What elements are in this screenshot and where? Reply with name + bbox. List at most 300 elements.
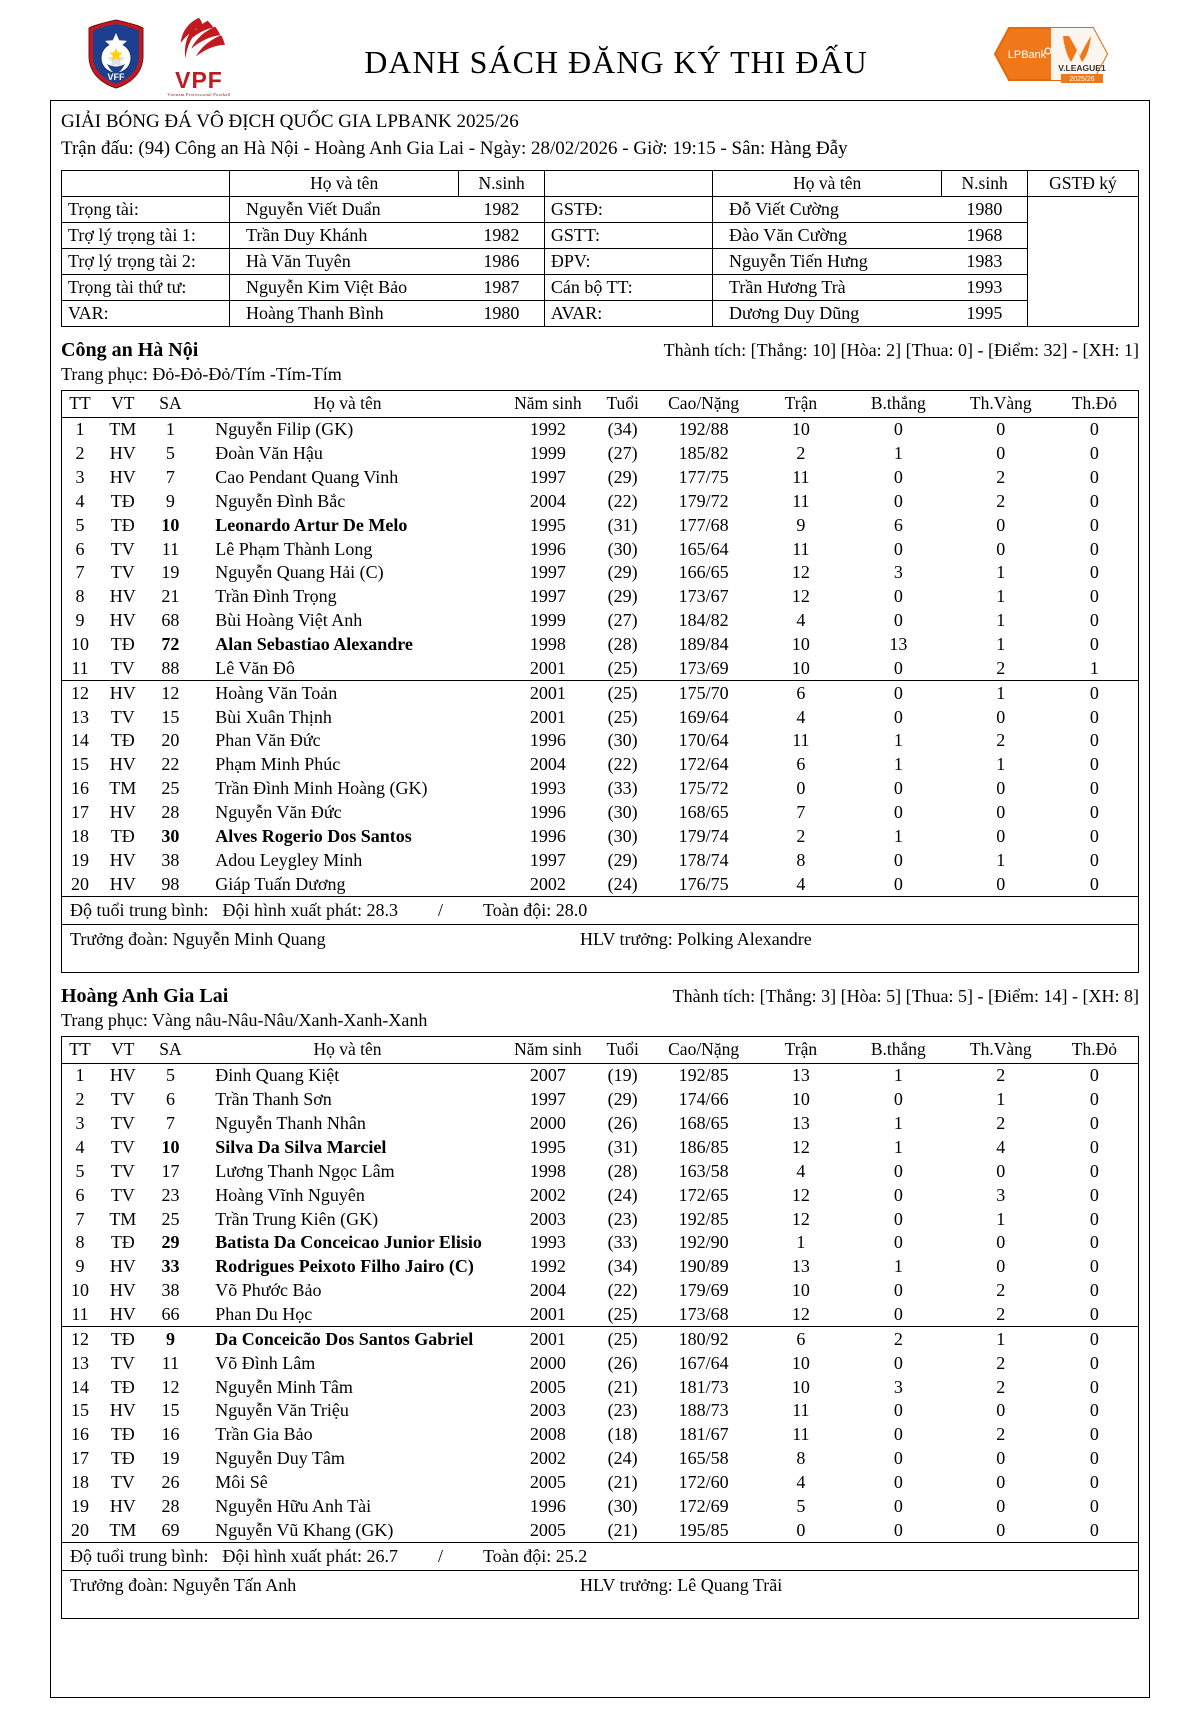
cell-goals: 1 [893,730,903,751]
cell-height-weight: 180/92 [651,1327,756,1351]
cell-year-of-birth: 1993 [529,778,566,799]
cell-apps: 0 [796,778,806,799]
vleague-lpbank-logo [987,18,1115,90]
cell-year-of-birth: 2005 [529,1376,566,1397]
official-role-right: GSTT: [544,222,712,248]
federation-logos [85,16,245,97]
cell-apps: 10 [791,633,810,654]
cell-player-name: Đoàn Văn Hậu [215,443,323,464]
cell-age: (33) [607,1232,638,1253]
cell-red-cards: 0 [1089,825,1099,846]
cell-player-name: Rodrigues Peixoto Filho Jairo (C) [215,1256,474,1277]
cell-year-of-birth: 1999 [529,610,566,631]
cell-yellow-cards: 0 [996,1472,1006,1493]
cell-age: (30) [607,730,638,751]
col-header-yellow-cards: Th.Vàng [951,1036,1051,1063]
cell-apps: 6 [756,1327,846,1351]
cell-age: (22) [607,754,638,775]
cell-apps: 9 [796,514,806,535]
cell-age: (29) [607,1089,638,1110]
cell-apps: 8 [796,849,806,870]
official-name-right: Đào Văn Cường [713,222,942,248]
cell-yellow-cards: 2 [996,1424,1006,1445]
table-row [62,1494,1139,1518]
roster-body [62,1063,1139,1542]
cell-apps: 12 [791,586,810,607]
cell-shirt-number: 12 [161,1376,180,1397]
cell-red-cards: 0 [1089,538,1099,559]
cell-height-weight: 174/66 [678,1089,729,1110]
col-header-goals: B.thắng [846,1036,951,1063]
cell-height-weight: 173/67 [678,586,729,607]
cell-position: TV [110,1184,135,1205]
cell-position: TM [109,1208,137,1229]
cell-player-name: Da Conceicão Dos Santos Gabriel [193,1327,502,1351]
cell-red-cards: 1 [1089,657,1099,678]
cell-position: TV [110,538,135,559]
average-age-separator: / [437,899,443,920]
col-header-vt: VT [98,390,148,417]
table-row [62,1231,1139,1255]
average-age-starting: Đội hình xuất phát: 26.7 [222,1546,398,1567]
cell-year-of-birth: 2005 [529,1519,566,1540]
cell-yellow-cards: 1 [996,1089,1006,1110]
cell-shirt-number: 88 [161,657,180,678]
cell-age: (25) [594,1327,651,1351]
cell-height-weight: 192/85 [678,1208,729,1229]
average-age-starting: Đội hình xuất phát: 28.3 [222,899,398,920]
cell-shirt-number: 68 [161,610,180,631]
table-row [62,800,1139,824]
vpf-subtitle: Vietnam Professional Football [167,92,231,97]
team-name: Công an Hà Nội [61,338,199,361]
cell-yellow-cards: 1 [996,1208,1006,1229]
table-row [62,1112,1139,1136]
cell-year-of-birth: 1998 [529,1160,566,1181]
col-header-name: Họ và tên [193,390,502,417]
cell-position: TV [110,562,135,583]
cell-yellow-cards: 1 [996,633,1006,654]
cell-age: (25) [607,706,638,727]
league-title: GIẢI BÓNG ĐÁ VÔ ĐỊCH QUỐC GIA LPBANK 2025/26 [61,111,519,132]
cell-red-cards: 0 [1051,1327,1139,1351]
cell-height-weight: 173/68 [678,1304,729,1325]
cell-height-weight: 170/64 [678,730,729,751]
cell-goals: 1 [893,754,903,775]
cell-shirt-number: 7 [165,466,175,487]
cell-age: (29) [607,849,638,870]
cell-player-name: Hoàng Văn Toản [193,681,502,705]
cell-year-of-birth: 1993 [529,1232,566,1253]
official-year-right: 1980 [942,196,1028,222]
col-header-red-cards: Th.Đỏ [1051,390,1139,417]
official-role-left: Trọng tài: [62,196,230,222]
cell-goals: 2 [846,1327,951,1351]
table-row [62,1279,1139,1303]
cell-goals: 0 [893,538,903,559]
cell-shirt-number: 9 [165,490,175,511]
cell-player-name: Bùi Xuân Thịnh [215,706,332,727]
table-row [62,1063,1139,1087]
col-header-height-weight: Cao/Nặng [651,1036,756,1063]
cell-height-weight: 188/73 [678,1400,729,1421]
team-kit: Trang phục: Đỏ-Đỏ-Đỏ/Tím -Tím-Tím [61,363,342,384]
team-record: Thành tích: [Thắng: 3] [Hòa: 5] [Thua: 5] - [Điểm: 14] - [XH: 8] [672,985,1139,1006]
cell-apps: 10 [791,1376,810,1397]
table-row [62,729,1139,753]
cell-height-weight: 175/72 [678,778,729,799]
cell-position: TV [110,706,135,727]
cell-red-cards: 0 [1089,1400,1099,1421]
cell-shirt-number: 19 [161,562,180,583]
table-row [62,1088,1139,1112]
cell-position: HV [109,443,136,464]
cell-apps: 11 [792,1400,810,1421]
cell-height-weight: 172/64 [678,754,729,775]
cell-year-of-birth: 2000 [529,1113,566,1134]
cell-height-weight: 165/58 [678,1448,729,1469]
cell-player-name: Trần Thanh Sơn [215,1089,332,1110]
cell-year-of-birth: 1996 [529,1495,566,1516]
cell-position: HV [109,1495,136,1516]
cell-apps: 12 [791,1304,810,1325]
team-manager: Trưởng đoàn: Nguyễn Tấn Anh [70,1575,297,1596]
cell-age: (27) [607,443,638,464]
cell-player-name: Nguyễn Duy Tâm [215,1448,345,1469]
cell-shirt-number: 30 [161,825,180,846]
table-row [62,1423,1139,1447]
cell-position: TV [110,1352,135,1373]
cell-tt: 1 [75,1065,85,1086]
cell-yellow-cards: 0 [996,1448,1006,1469]
cell-position: HV [109,849,136,870]
cell-apps: 10 [791,1280,810,1301]
cell-red-cards: 0 [1089,1184,1099,1205]
cell-yellow-cards: 0 [996,1400,1006,1421]
cell-red-cards: 0 [1089,562,1099,583]
table-row [62,561,1139,585]
page-title: DANH SÁCH ĐĂNG KÝ THI ĐẤU [364,43,868,80]
cell-yellow-cards: 0 [996,1495,1006,1516]
cell-apps: 5 [796,1495,806,1516]
cell-goals: 0 [893,610,903,631]
cell-yellow-cards: 1 [996,562,1006,583]
cell-tt: 10 [70,633,89,654]
cell-position: TV [110,1160,135,1181]
cell-shirt-number: 22 [161,754,180,775]
table-row [62,609,1139,633]
cell-year-of-birth: 1997 [529,849,566,870]
cell-year-of-birth: 2001 [502,1327,594,1351]
cell-height-weight: 189/84 [678,633,729,654]
cell-position: HV [109,466,136,487]
cell-tt: 18 [70,825,89,846]
cell-position: TĐ [110,1448,135,1469]
cell-goals: 1 [893,1065,903,1086]
cell-goals: 0 [893,849,903,870]
cell-position: TV [110,1113,135,1134]
cell-player-name: Phan Văn Đức [215,730,321,751]
cell-year-of-birth: 1997 [529,1089,566,1110]
official-role-left: VAR: [62,300,230,326]
cell-player-name: Trần Gia Bảo [215,1424,313,1445]
cell-height-weight: 168/65 [678,801,729,822]
cell-goals: 0 [893,801,903,822]
cell-goals: 3 [893,562,903,583]
col-header-red-cards: Th.Đỏ [1051,1036,1139,1063]
col-header-age: Tuổi [594,390,651,417]
cell-height-weight: 166/65 [678,562,729,583]
match-info: Trận đấu: (94) Công an Hà Nội - Hoàng Anh Gia Lai - Ngày: 28/02/2026 - Giờ: 19:15 - Sân: Hàng Đẫy [61,137,848,159]
cell-yellow-cards: 0 [996,778,1006,799]
cell-yellow-cards: 1 [951,1327,1051,1351]
cell-year-of-birth: 1995 [529,514,566,535]
cell-age: (21) [607,1376,638,1397]
cell-tt: 7 [75,562,85,583]
cell-shirt-number: 98 [161,873,180,894]
cell-age: (34) [607,419,638,440]
cell-position: TĐ [110,1376,135,1397]
cell-year-of-birth: 2001 [529,706,566,727]
cell-year-of-birth: 2005 [529,1472,566,1493]
cell-shirt-number: 25 [161,1208,180,1229]
cell-red-cards: 0 [1089,586,1099,607]
table-row [62,537,1139,561]
cell-tt: 15 [70,754,89,775]
officials-year-left-header: N.sinh [459,171,545,196]
cell-goals: 1 [893,1137,903,1157]
cell-goals: 0 [893,586,903,607]
officials-row [62,274,1139,300]
officials-row [62,222,1139,248]
roster-header-row [62,390,1139,417]
cell-year-of-birth: 1999 [529,443,566,464]
cell-yellow-cards: 3 [996,1184,1006,1205]
cell-shirt-number: 23 [161,1184,180,1205]
match-officials-table [61,170,1139,327]
cell-goals: 1 [893,825,903,846]
document-masthead [35,0,1165,100]
cell-player-name: Giáp Tuấn Dương [215,873,346,894]
cell-position: TĐ [110,633,135,654]
cell-height-weight: 172/69 [678,1495,729,1516]
cell-player-name: Alves Rogerio Dos Santos [215,825,412,846]
team-head-coach: HLV trưởng: Polking Alexandre [580,928,812,949]
cell-height-weight: 179/72 [678,490,729,511]
table-row [62,1327,1139,1351]
cell-position: TĐ [98,1327,148,1351]
cell-year-of-birth: 1997 [529,562,566,583]
col-header-yellow-cards: Th.Vàng [951,390,1051,417]
cell-height-weight: 173/69 [678,657,729,678]
cell-apps: 7 [796,801,806,822]
cell-age: (27) [607,610,638,631]
cell-player-name: Nguyễn Vũ Khang (GK) [215,1519,394,1540]
cell-apps: 4 [796,873,806,894]
cell-tt: 8 [75,1232,85,1253]
col-header-apps: Trận [756,1036,846,1063]
table-row [62,1518,1139,1542]
team-head-coach: HLV trưởng: Lê Quang Trãi [580,1575,783,1596]
cell-yellow-cards: 1 [996,754,1006,775]
officials-signature-header: GSTĐ ký [1027,171,1138,196]
cell-apps: 10 [791,1089,810,1110]
table-row [62,872,1139,896]
cell-age: (34) [607,1256,638,1277]
average-age-total: Toàn đội: 25.2 [483,1546,588,1567]
official-name-right: Trần Hương Trà [713,274,942,300]
team-section [61,339,1139,973]
cell-player-name: Nguyễn Văn Triệu [215,1400,349,1421]
cell-position: TV [110,657,135,678]
cell-year-of-birth: 1992 [529,419,566,440]
cell-year-of-birth: 2003 [529,1208,566,1229]
official-year-right: 1983 [942,248,1028,274]
cell-yellow-cards: 0 [996,538,1006,559]
cell-apps: 6 [756,681,846,705]
cell-tt: 13 [70,706,89,727]
cell-height-weight: 167/64 [678,1352,729,1373]
cell-apps: 4 [796,1472,806,1493]
cell-year-of-birth: 2007 [529,1065,566,1086]
cell-shirt-number: 11 [161,538,180,559]
cell-tt: 9 [75,1256,85,1277]
cell-tt: 5 [75,1160,85,1181]
cell-player-name: Võ Phước Bảo [215,1280,322,1301]
cell-red-cards: 0 [1089,1280,1099,1301]
cell-age: (24) [607,1448,638,1469]
cell-tt: 16 [70,778,89,799]
team-header [61,985,1139,1008]
cell-shirt-number: 5 [165,1065,175,1086]
officials-row [62,300,1139,326]
cell-position: TĐ [110,730,135,751]
cell-tt: 11 [71,657,89,678]
cell-position: HV [109,873,136,894]
official-name-right: Đỗ Viết Cường [713,196,942,222]
col-header-goals: B.thắng [846,390,951,417]
cell-player-name: Trần Đình Trọng [215,586,337,607]
cell-height-weight: 165/64 [678,538,729,559]
cell-tt: 8 [75,586,85,607]
cell-tt: 18 [70,1472,89,1493]
table-row [62,513,1139,537]
table-row [62,1375,1139,1399]
cell-player-name: Nguyễn Đình Bắc [215,490,346,511]
cell-player-name: Phan Du Học [215,1304,313,1325]
cell-goals: 1 [893,1256,903,1277]
cell-height-weight: 172/60 [678,1472,729,1493]
cell-tt: 2 [75,1089,85,1110]
cell-year-of-birth: 1997 [529,466,566,487]
cell-red-cards: 0 [1089,1448,1099,1469]
team-manager: Trưởng đoàn: Nguyễn Minh Quang [70,928,326,949]
cell-player-name: Nguyễn Văn Đức [215,801,342,822]
cell-apps: 10 [791,657,810,678]
cell-apps: 8 [796,1448,806,1469]
official-name-left: Trần Duy Khánh [230,222,459,248]
cell-yellow-cards: 0 [996,1160,1006,1181]
official-role-left: Trợ lý trọng tài 2: [62,248,230,274]
cell-shirt-number: 28 [161,801,180,822]
cell-apps: 12 [791,1184,810,1205]
cell-height-weight: 178/74 [678,849,729,870]
cell-red-cards: 0 [1089,633,1099,654]
cell-shirt-number: 38 [161,1280,180,1301]
cell-age: (23) [607,1400,638,1421]
cell-age: (29) [607,562,638,583]
cell-age: (28) [607,633,638,654]
table-row [62,1136,1139,1160]
officials-body [62,196,1139,326]
cell-year-of-birth: 2004 [529,1280,566,1301]
average-age-label: Độ tuổi trung bình: [70,899,209,920]
cell-red-cards: 0 [1089,754,1099,775]
cell-red-cards: 0 [1089,801,1099,822]
cell-height-weight: 176/75 [678,873,729,894]
cell-position: TM [109,419,137,440]
cell-height-weight: 168/65 [678,1113,729,1134]
cell-apps: 0 [796,1519,806,1540]
cell-tt: 10 [70,1280,89,1301]
cell-goals: 13 [889,633,908,654]
cell-height-weight: 177/68 [678,514,729,535]
cell-yellow-cards: 0 [996,801,1006,822]
cell-age: (21) [607,1519,638,1540]
official-year-left: 1987 [459,274,545,300]
cell-age: (30) [607,538,638,559]
cell-position: HV [98,681,148,705]
cell-tt: 4 [75,490,85,511]
cell-age: (31) [607,1137,638,1157]
cell-year-of-birth: 1992 [529,1256,566,1277]
cell-goals: 0 [893,1160,903,1181]
cell-position: HV [109,754,136,775]
cell-red-cards: 0 [1089,730,1099,751]
cell-tt: 17 [70,801,89,822]
cell-player-name: Leonardo Artur De Melo [215,514,408,535]
table-row [62,465,1139,489]
cell-red-cards: 0 [1089,1256,1099,1277]
cell-age: (29) [607,466,638,487]
cell-yellow-cards: 2 [996,1352,1006,1373]
cell-red-cards: 0 [1089,1424,1099,1445]
official-year-left: 1982 [459,196,545,222]
cell-yellow-cards: 1 [996,610,1006,631]
cell-yellow-cards: 2 [996,466,1006,487]
officials-name-right-header: Họ và tên [713,171,942,196]
official-year-left: 1982 [459,222,545,248]
cell-apps: 11 [792,1424,810,1445]
cell-player-name: Lê Phạm Thành Long [215,538,373,559]
cell-red-cards: 0 [1089,610,1099,631]
teams-container [51,339,1149,1619]
cell-shirt-number: 69 [161,1519,180,1540]
cell-height-weight: 169/64 [678,706,729,727]
cell-red-cards: 0 [1089,1472,1099,1493]
cell-red-cards: 0 [1089,443,1099,464]
col-header-vt: VT [98,1036,148,1063]
competition-header [51,101,1149,166]
col-header-yob: Năm sinh [502,1036,594,1063]
cell-goals: 0 [893,873,903,894]
cell-position: TM [109,778,137,799]
cell-red-cards: 0 [1089,514,1099,535]
cell-tt: 3 [75,1113,85,1134]
cell-red-cards: 0 [1089,490,1099,511]
cell-year-of-birth: 2001 [529,1304,566,1325]
cell-height-weight: 185/82 [678,443,729,464]
